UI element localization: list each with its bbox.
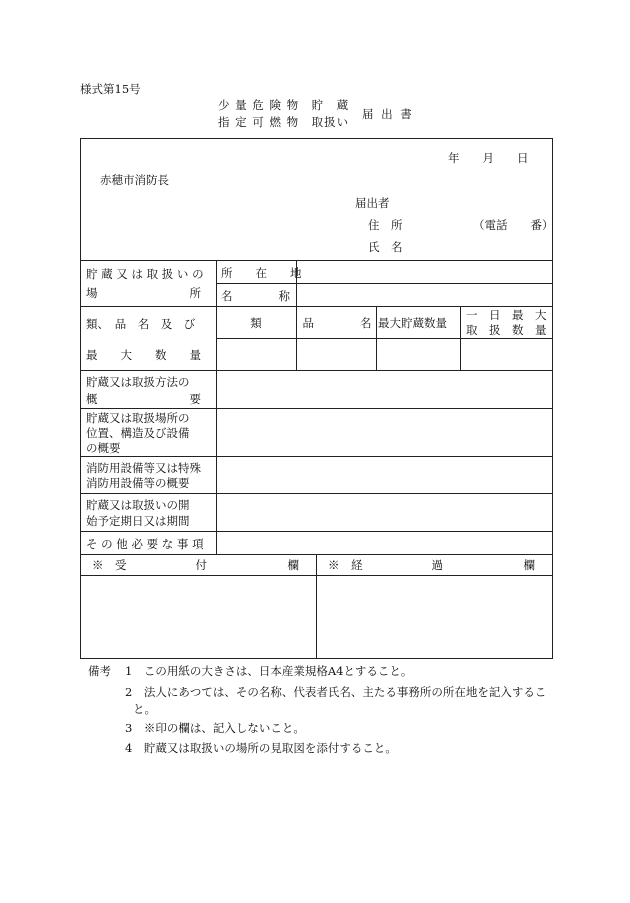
type-label: 類、 品 名 及 び — [86, 317, 196, 331]
name-label: 氏 名 — [368, 240, 403, 254]
title-suffix: 届 出 書 — [362, 107, 414, 121]
col-max-storage: 最大貯蔵数量 — [378, 316, 447, 330]
date-field: 年 月 日 — [448, 151, 529, 165]
col-type: 類 — [250, 316, 262, 330]
address-label: 住 所 — [368, 218, 403, 232]
note-2b: と。 — [133, 702, 156, 716]
reception-header: ※ 受 付 欄 — [92, 558, 299, 572]
note-2: 2 法人にあつては、その名称、代表者氏名、主たる事務所の所在地を記入するこ — [125, 685, 547, 699]
period-label-1: 貯蔵又は取扱いの開 — [86, 498, 190, 512]
col-item: 品 名 — [302, 316, 372, 330]
form-number: 様式第15号 — [80, 82, 141, 96]
method-label-2: 概 要 — [86, 392, 201, 406]
method-label-1: 貯蔵又は取扱方法の — [86, 375, 190, 389]
place-name-label: 名 称 — [221, 289, 290, 303]
note-1: 1 この用紙の大きさは、日本産業規格A4とすること。 — [125, 664, 413, 678]
structure-label-1: 貯蔵又は取扱場所の — [86, 411, 190, 425]
addressee: 赤穂市消防長 — [100, 173, 169, 187]
fire-equipment-label-2: 消防用設備等の概要 — [86, 476, 190, 490]
structure-label-2: 位置、構造及び設備 — [86, 426, 190, 440]
location-label: 所 在 地 — [221, 266, 302, 280]
note-4: 4 貯蔵又は取扱いの場所の見取図を添付すること。 — [125, 741, 397, 755]
title-row-1: 少 量 危 険 物 貯 蔵 — [218, 98, 350, 112]
structure-label-3: の概要 — [86, 441, 121, 455]
notifier-label: 届出者 — [355, 196, 390, 210]
storage-place-label-2: 場 所 — [86, 286, 201, 300]
notes-label: 備考 — [88, 664, 111, 678]
other-label: そ の 他 必 要 な 事 項 — [86, 537, 204, 551]
fire-equipment-label-1: 消防用設備等又は特殊 — [86, 461, 201, 475]
title-row-2: 指 定 可 燃 物 取扱い — [218, 115, 350, 129]
col-daily-max-1: 一 日 最 大 — [466, 308, 547, 322]
progress-header: ※ 経 過 欄 — [328, 558, 535, 572]
storage-place-label: 貯 蔵 又 は 取 扱 い の — [86, 267, 204, 281]
period-label-2: 始予定期日又は期間 — [86, 514, 190, 528]
col-daily-max-2: 取 扱 数 量 — [466, 323, 547, 337]
note-3: 3 ※印の欄は、記入しないこと。 — [125, 721, 305, 735]
phone-label: （電話 番） — [473, 218, 554, 232]
qty-label: 最 大 数 量 — [86, 348, 201, 362]
